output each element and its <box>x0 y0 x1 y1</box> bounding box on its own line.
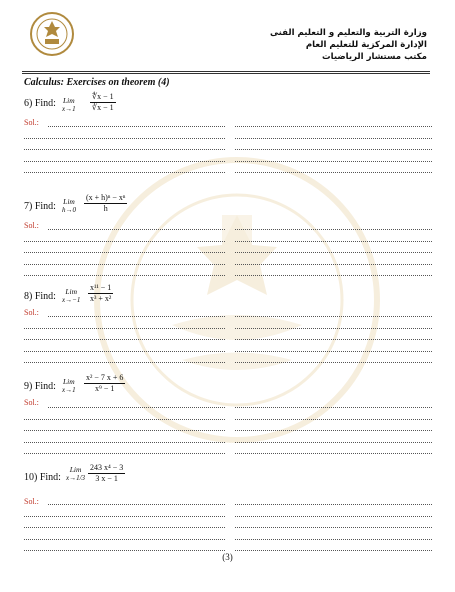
answer-line <box>24 526 225 528</box>
fraction-denominator: h <box>103 204 108 213</box>
lim-approach: h→0 <box>62 206 76 214</box>
exercise-label: 10) Find: <box>24 472 61 483</box>
exercise-label: 9) Find: <box>24 381 56 392</box>
exercise-10 <box>24 463 434 498</box>
fraction-numerator: ∜x − 1 <box>92 92 114 101</box>
answer-line <box>48 315 225 317</box>
answer-line <box>235 240 432 242</box>
exercise-6 <box>24 92 434 124</box>
answer-line <box>235 228 432 230</box>
answer-line <box>235 526 432 528</box>
header-divider-2 <box>22 73 430 74</box>
lim-word: Lim <box>65 287 77 296</box>
answer-line <box>235 137 432 139</box>
exercise-7 <box>24 193 434 225</box>
answer-line <box>235 148 432 150</box>
answer-line <box>24 263 225 265</box>
answer-line <box>24 148 225 150</box>
solution-label: Sol.: <box>24 497 39 506</box>
answer-line <box>235 274 432 276</box>
fraction-denominator: 3 x − 1 <box>95 474 118 483</box>
exercise-9 <box>24 375 434 407</box>
fraction-denominator: x⁹ − 1 <box>95 384 115 393</box>
answer-line <box>24 538 225 540</box>
answer-line <box>235 251 432 253</box>
answer-line <box>24 274 225 276</box>
exercise-label: 8) Find: <box>24 291 56 302</box>
fraction-denominator: x³ + x² <box>90 294 112 303</box>
answer-line <box>24 160 225 162</box>
section-title: Calculus: Exercises on theorem (4) <box>24 77 170 88</box>
page-number: (3) <box>222 552 233 562</box>
lim-word: Lim <box>62 377 75 386</box>
solution-label: Sol.: <box>24 221 39 230</box>
answer-line <box>235 515 432 517</box>
answer-line <box>235 429 432 431</box>
fraction-numerator: x² − 7 x + 6 <box>86 373 124 382</box>
answer-line <box>48 406 225 408</box>
lim-approach: x→−1 <box>62 296 81 304</box>
solution-label: Sol.: <box>24 308 39 317</box>
answer-line <box>24 171 225 173</box>
answer-line <box>235 406 432 408</box>
answer-line <box>24 429 225 431</box>
lim-approach: x→1/3 <box>66 474 86 482</box>
answer-line <box>24 240 225 242</box>
exercise-label: 7) Find: <box>24 201 56 212</box>
answer-line <box>235 125 432 127</box>
answer-line <box>235 361 432 363</box>
answer-line <box>235 350 432 352</box>
fraction-numerator: 243 x⁴ − 3 <box>90 463 124 472</box>
answer-line <box>24 418 225 420</box>
lim-word: Lim <box>63 197 75 206</box>
answer-line <box>235 503 432 505</box>
answer-line <box>24 361 225 363</box>
solution-label: Sol.: <box>24 398 39 407</box>
answer-line <box>48 125 225 127</box>
answer-line <box>235 160 432 162</box>
answer-line <box>48 503 225 505</box>
answer-line <box>48 228 225 230</box>
answer-line <box>235 549 432 551</box>
fraction-numerator: x¹¹ − 1 <box>90 283 112 292</box>
answer-line <box>24 327 225 329</box>
answer-line <box>24 515 225 517</box>
answer-line <box>235 538 432 540</box>
solution-label: Sol.: <box>24 118 39 127</box>
exercise-8 <box>24 283 434 315</box>
answer-line <box>235 418 432 420</box>
lim-approach: x→1 <box>62 105 76 113</box>
lim-word: Lim <box>69 465 82 474</box>
answer-line <box>24 452 225 454</box>
answer-line <box>235 452 432 454</box>
answer-line <box>24 251 225 253</box>
ministry-logo <box>30 12 74 56</box>
answer-line <box>24 441 225 443</box>
ministry-line-3: مكتب مستشار الرياضيات <box>321 52 427 62</box>
answer-line <box>235 263 432 265</box>
ministry-header <box>270 27 427 63</box>
answer-line <box>235 327 432 329</box>
fraction-numerator: (x + h)ⁿ − xⁿ <box>86 193 126 202</box>
answer-line <box>235 441 432 443</box>
answer-line <box>235 171 432 173</box>
answer-line <box>24 137 225 139</box>
fraction-denominator: ∛x − 1 <box>92 103 114 112</box>
answer-line <box>24 350 225 352</box>
answer-line <box>235 315 432 317</box>
answer-line <box>235 338 432 340</box>
lim-approach: x→1 <box>62 386 76 394</box>
ministry-line-1: وزارة التربية والتعليم و التعليم الفنى <box>269 28 427 38</box>
lim-word: Lim <box>62 96 75 105</box>
answer-line <box>24 338 225 340</box>
header-divider <box>22 71 430 72</box>
ministry-line-2: الإدارة المركزية للتعليم العام <box>305 40 427 50</box>
exercise-label: 6) Find: <box>24 98 56 109</box>
answer-line <box>24 549 225 551</box>
